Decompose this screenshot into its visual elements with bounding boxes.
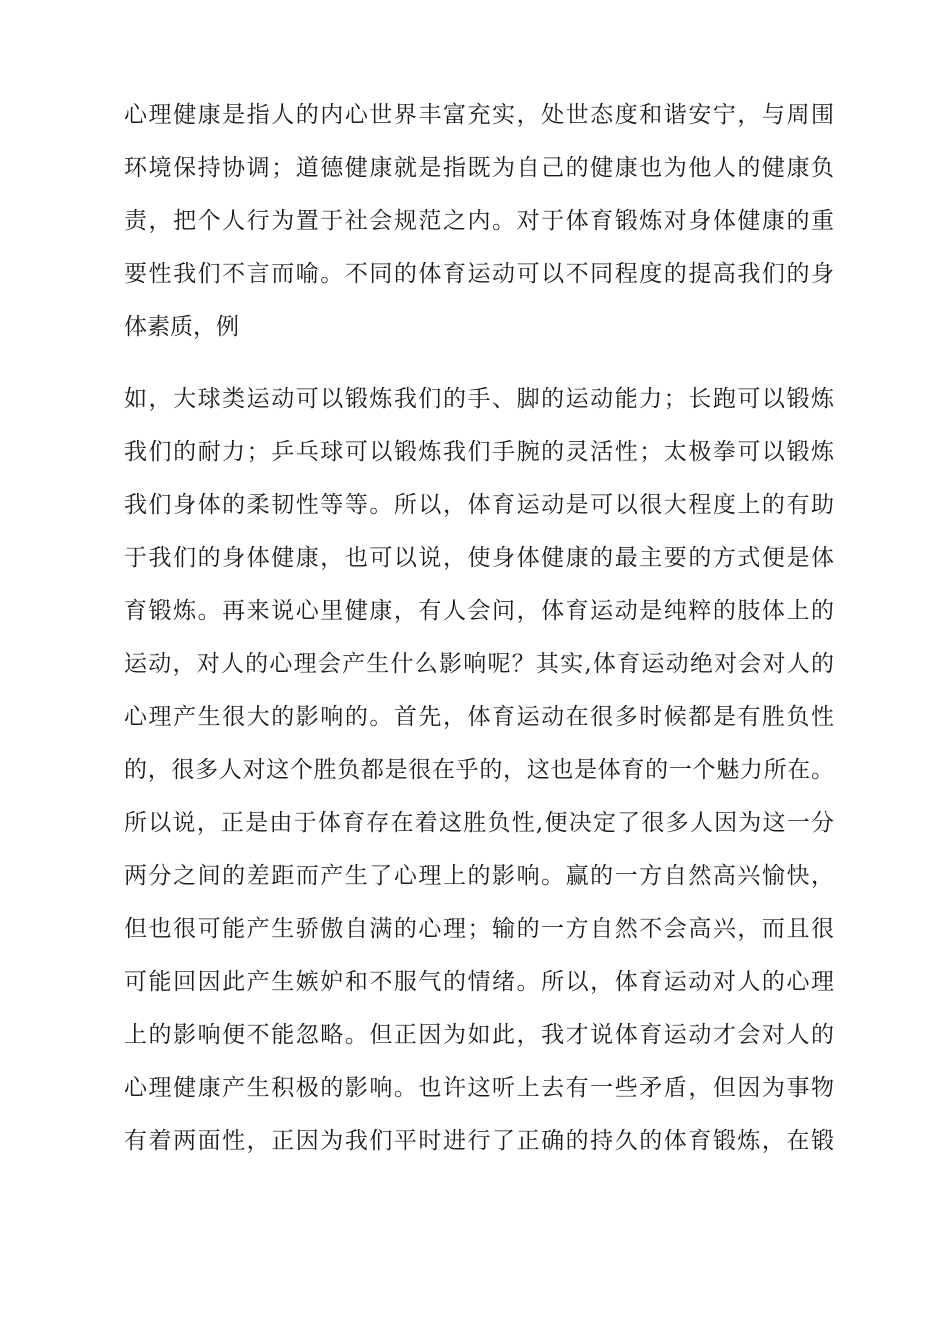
text-line: 有着两面性，正因为我们平时进行了正确的持久的体育锻炼，在锻 xyxy=(124,1128,834,1154)
text-line: 我们的耐力；乒乓球可以锻炼我们手腕的灵活性；太极拳可以锻炼 xyxy=(124,439,834,465)
text-line: 心理产生很大的影响的。首先，体育运动在很多时候都是有胜负性 xyxy=(124,704,834,730)
text-line: 环境保持协调；道德健康就是指既为自己的健康也为他人的健康负 xyxy=(124,155,834,181)
paragraph-1 xyxy=(124,89,834,354)
text-line: 可能回因此产生嫉妒和不服气的情绪。所以，体育运动对人的心理 xyxy=(124,969,834,995)
text-line: 心理健康产生积极的影响。也许这听上去有一些矛盾，但因为事物 xyxy=(124,1075,834,1101)
text-line: 责，把个人行为置于社会规范之内。对于体育锻炼对身体健康的重 xyxy=(124,208,834,234)
text-line: 上的影响便不能忽略。但正因为如此，我才说体育运动才会对人的 xyxy=(124,1022,834,1048)
text-line: 所以说，正是由于体育存在着这胜负性,便决定了很多人因为这一分 xyxy=(124,810,834,836)
text-line: 体素质，例 xyxy=(124,314,239,340)
text-line: 心理健康是指人的内心世界丰富充实，处世态度和谐安宁，与周围 xyxy=(124,102,834,128)
paragraph-2 xyxy=(124,373,834,1168)
text-line: 如，大球类运动可以锻炼我们的手、脚的运动能力；长跑可以锻炼 xyxy=(124,386,834,412)
text-line: 我们身体的柔韧性等等。所以，体育运动是可以很大程度上的有助 xyxy=(124,492,834,518)
text-line: 的，很多人对这个胜负都是很在乎的，这也是体育的一个魅力所在。 xyxy=(124,757,834,783)
text-line: 要性我们不言而喻。不同的体育运动可以不同程度的提高我们的身 xyxy=(124,261,834,287)
text-line: 两分之间的差距而产生了心理上的影响。赢的一方自然高兴愉快， xyxy=(124,863,834,889)
text-line: 但也很可能产生骄傲自满的心理；输的一方自然不会高兴，而且很 xyxy=(124,916,834,942)
text-line: 于我们的身体健康，也可以说，使身体健康的最主要的方式便是体 xyxy=(124,545,834,571)
text-line: 运动，对人的心理会产生什么影响呢？其实,体育运动绝对会对人的 xyxy=(124,651,834,677)
text-line: 育锻炼。再来说心里健康，有人会问，体育运动是纯粹的肢体上的 xyxy=(124,598,834,624)
